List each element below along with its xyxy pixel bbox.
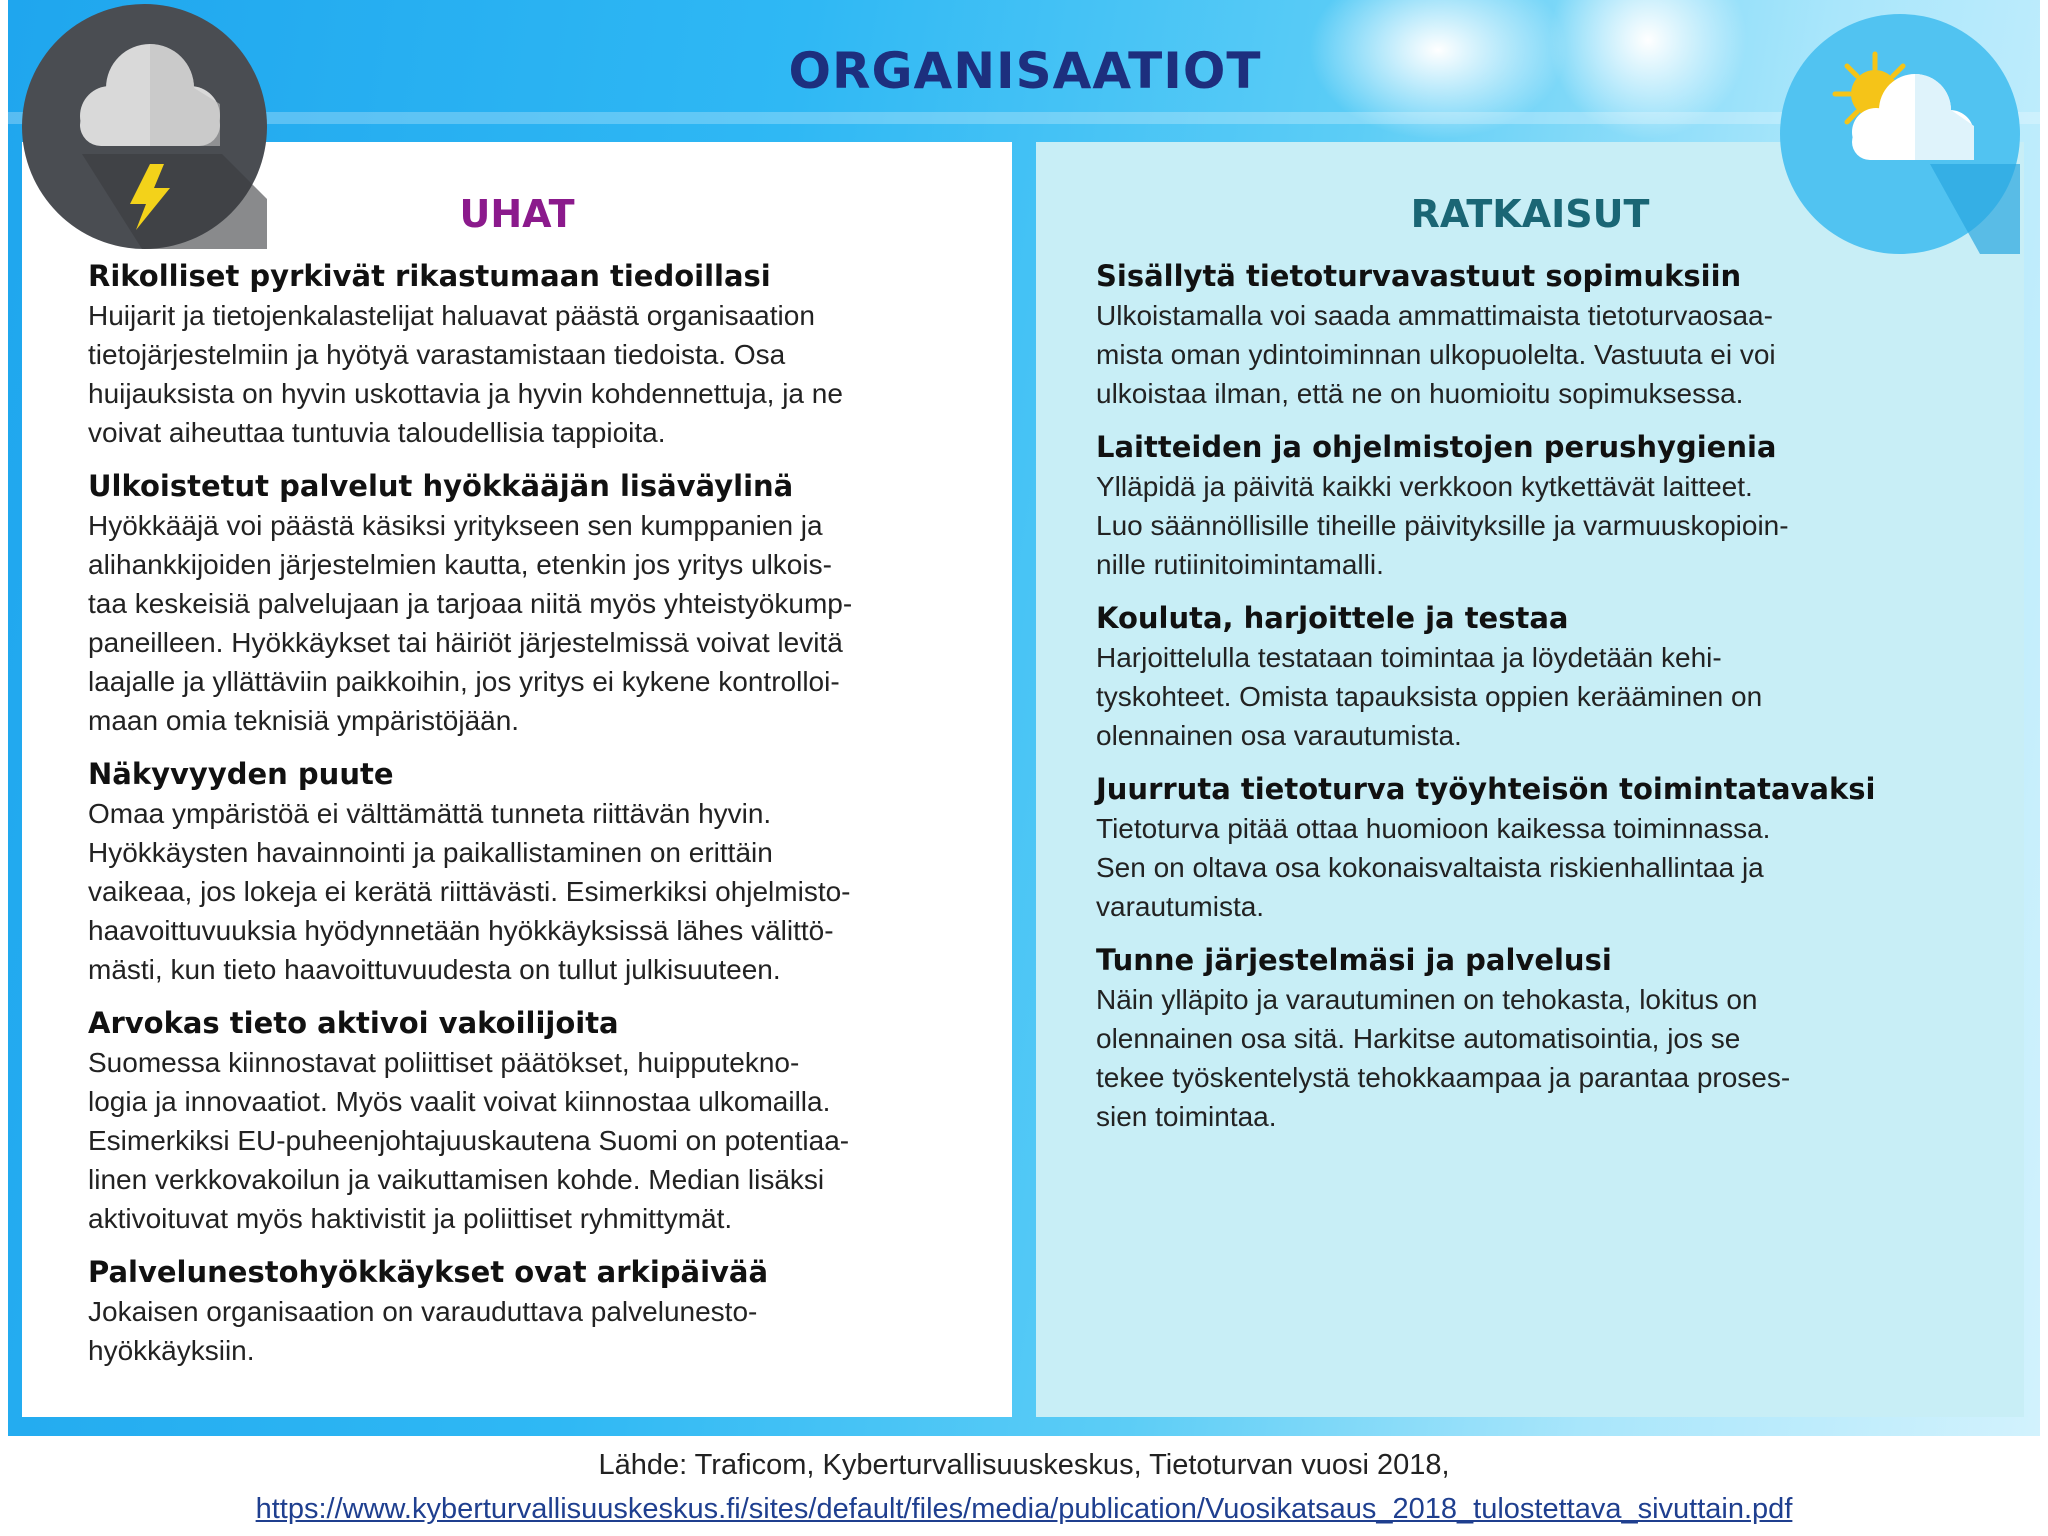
source-footer (0, 1443, 2048, 1531)
solution-item-text: Ulkoistamalla voi saada ammattimaista tietoturvaosaa- mista oman ydintoiminnan ulkopuolelta. Vastuuta ei voi ulkoistaa ilman, että ne on huomioitu sopimuksessa. (1096, 300, 1776, 409)
solution-item-text: Harjoittelulla testataan toimintaa ja löydetään kehi- tyskohteet. Omista tapauksista oppien kerääminen on olennainen osa varautumista. (1096, 642, 1763, 751)
storm-cloud-icon (22, 4, 267, 249)
threat-item-text: Hyökkääjä voi päästä käsiksi yritykseen sen kumppanien ja alihankkijoiden järjestelmien kautta, etenkin jos yritys ulkois- taa keskeisiä palvelujaan ja tarjoaa niitä myös yhteistyökump- paneilleen. Hyökkäykset tai häiriöt järjestelmissä voivat levitä laajalle ja yllättäviin paikkoihin, jos yritys ei kykene kontrolloi- maan omia teknisiä ympäristöjään. (88, 510, 853, 736)
source-text: Lähde: Traficom, Kyberturvallisuuskeskus, Tietoturvan vuosi 2018, (598, 1449, 1450, 1481)
solution-item (1096, 599, 2000, 755)
threat-item (88, 1004, 988, 1238)
solution-item (1096, 941, 2000, 1136)
threat-item-text: Jokaisen organisaation on varauduttava palvelunesto- hyökkäyksiin. (88, 1296, 758, 1366)
threat-item-title: Arvokas tieto aktivoi vakoilijoita (88, 1006, 619, 1040)
page-title: ORGANISAATIOT (788, 42, 1262, 100)
threat-item-text: Suomessa kiinnostavat poliittiset päätökset, huipputekno- logia ja innovaatiot. Myös vaalit voivat kiinnostaa ulkomailla. Esimerkiksi EU-puheenjohtajuuskautena Suomi on potentiaa- linen verkkovakoilun ja vaikuttamisen kohde. Median lisäksi aktivoituvat myös haktivistit ja poliittiset ryhmittymät. (88, 1047, 850, 1234)
solution-item-text: Näin ylläpito ja varautuminen on tehokasta, lokitus on olennainen osa sitä. Harkitse automatisointia, jos se tekee työskentelystä tehokkaampaa ja parantaa proses- sien toimintaa. (1096, 984, 1791, 1132)
threat-item-title: Näkyvyyden puute (88, 757, 394, 791)
threat-item (88, 755, 988, 989)
threats-list (88, 257, 988, 1385)
threat-item (88, 257, 988, 452)
threat-item (88, 1253, 988, 1370)
threat-item-text: Huijarit ja tietojenkalastelijat haluavat päästä organisaation tietojärjestelmiin ja hyötyä varastamistaan tiedoista. Osa huijauksista on hyvin uskottavia ja hyvin kohdennettuja, ja ne voivat aiheuttaa tuntuvia taloudellisia tappioita. (88, 300, 843, 448)
threat-item-title: Rikolliset pyrkivät rikastumaan tiedoillasi (88, 259, 771, 293)
solutions-panel (1036, 142, 2024, 1417)
threat-item (88, 467, 988, 740)
solution-item (1096, 428, 2000, 584)
solution-item-title: Sisällytä tietoturvavastuut sopimuksiin (1096, 259, 1742, 293)
threat-item-text: Omaa ympäristöä ei välttämättä tunneta riittävän hyvin. Hyökkäysten havainnointi ja paikallistaminen on erittäin vaikeaa, jos lokeja ei kerätä riittävästi. Esimerkiksi ohjelmisto- haavoittuvuuksia hyödynnetään hyökkäyksissä lähes välittö- mästi, kun tieto haavoittuvuudesta on tullut julkisuuteen. (88, 798, 851, 985)
source-link[interactable]: https://www.kyberturvallisuuskeskus.fi/sites/default/files/media/publication/Vuosikatsaus_2018_tulostettava_sivuttain.pdf (255, 1493, 1793, 1525)
threats-panel (22, 142, 1012, 1417)
solutions-heading: RATKAISUT (1410, 192, 1650, 236)
solution-item-text: Tietoturva pitää ottaa huomioon kaikessa toiminnassa. Sen on oltava osa kokonaisvaltaista riskienhallintaa ja varautumista. (1096, 813, 1771, 922)
solution-item-title: Juurruta tietoturva työyhteisön toimintatavaksi (1096, 772, 1876, 806)
threats-heading: UHAT (459, 192, 575, 236)
solution-item-text: Ylläpidä ja päivitä kaikki verkkoon kytkettävät laitteet. Luo säännöllisille tiheille päivityksille ja varmuuskopioin- nille rutiinitoimintamalli. (1096, 471, 1789, 580)
solution-item (1096, 257, 2000, 413)
threat-item-title: Ulkoistetut palvelut hyökkääjän lisäväylinä (88, 469, 794, 503)
threat-item-title: Palvelunestohyökkäykset ovat arkipäivää (88, 1255, 769, 1289)
solution-item-title: Laitteiden ja ohjelmistojen perushygienia (1096, 430, 1777, 464)
solutions-list (1096, 257, 2000, 1151)
sun-cloud-icon (1780, 14, 2020, 254)
solution-item-title: Tunne järjestelmäsi ja palvelusi (1096, 943, 1612, 977)
solution-item (1096, 770, 2000, 926)
solution-item-title: Kouluta, harjoittele ja testaa (1096, 601, 1569, 635)
